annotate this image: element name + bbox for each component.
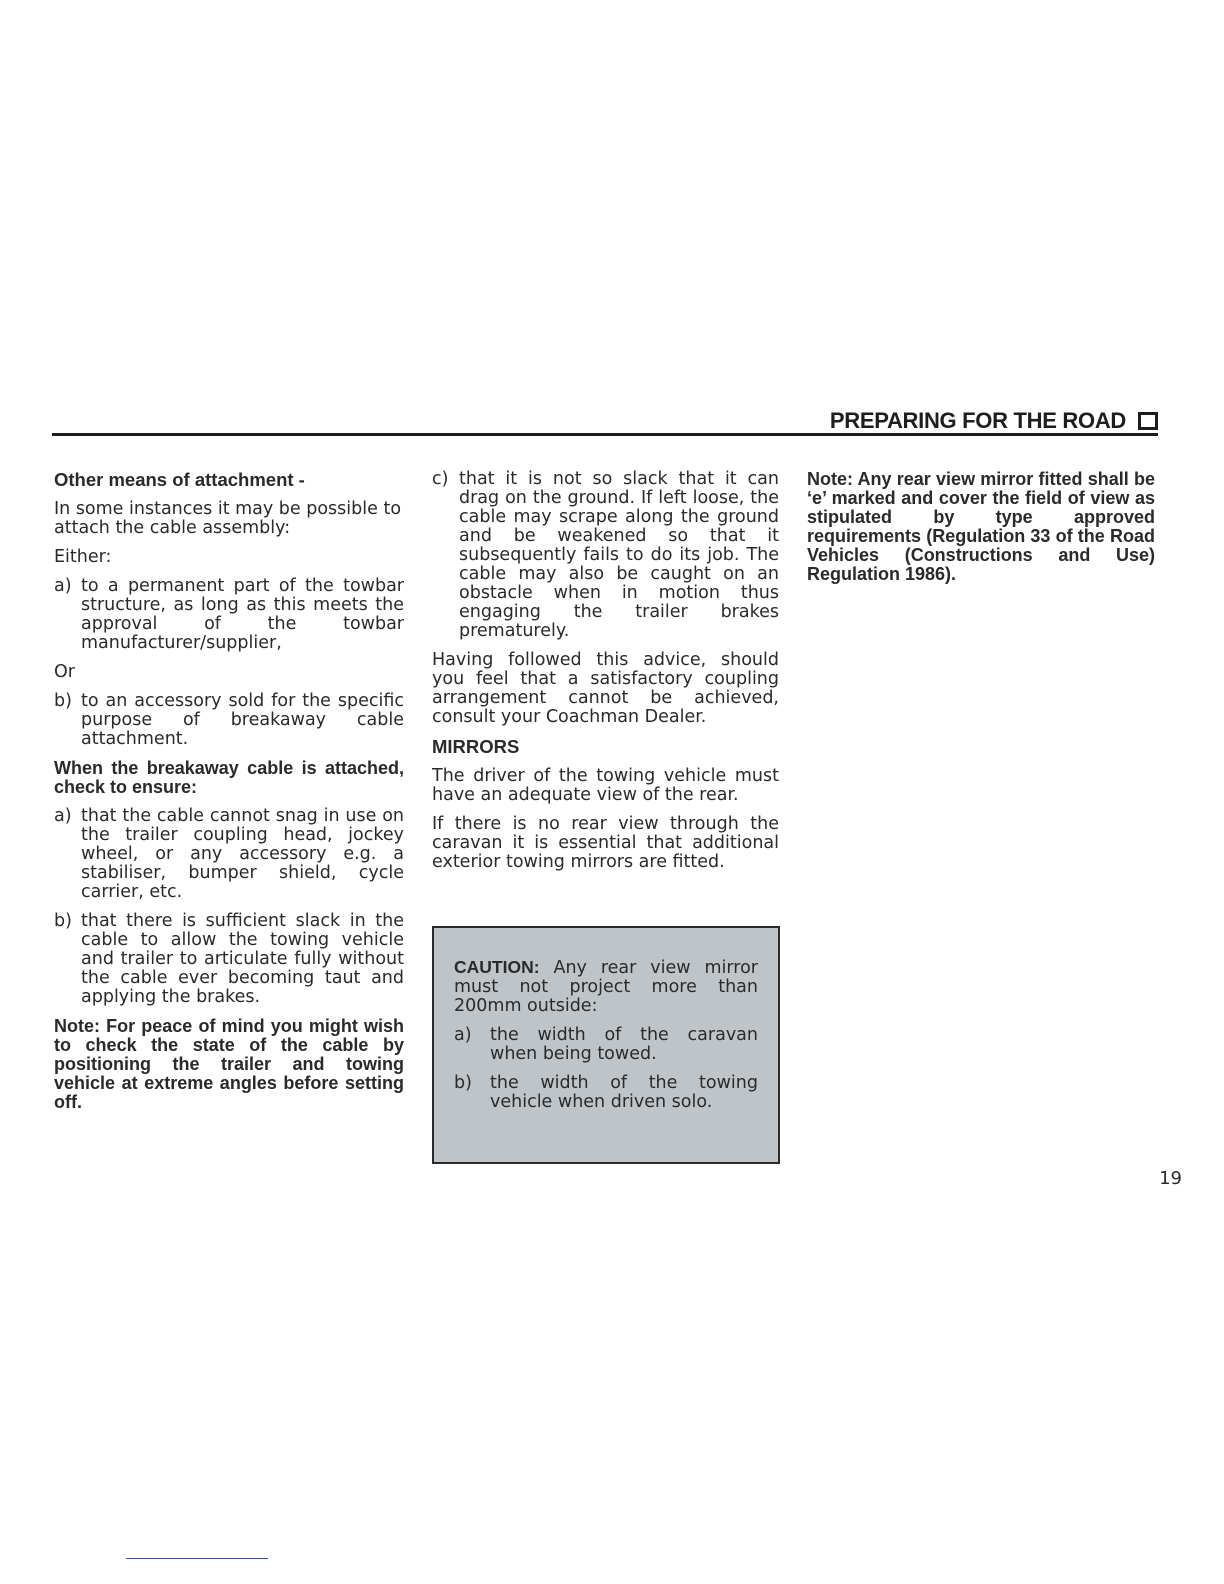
check-c-marker: c) <box>432 469 449 489</box>
caution-item-b-text: the width of the towing vehicle when driven solo. <box>490 1073 758 1112</box>
mirrors-heading: MIRRORS <box>432 736 520 757</box>
check-b-item <box>54 912 404 1007</box>
check-a-text: that the cable cannot snag in use on the trailer coupling head, jockey wheel, or any accessory e.g. a stabiliser, bumper shield, cycle carrier, etc. <box>81 806 404 902</box>
check-c-text: that it is not so slack that it can drag on the ground. If left loose, the cable may scrape along the ground and be weakened so that it subsequently fails to do its job. The cable may also be caught on an obstacle when in motion thus engaging the trailer brakes prematurely. <box>459 469 779 641</box>
cable-note: Note: For peace of mind you might wish to check the state of the cable by positioning the trailer and towing vehicle at extreme angles before setting off. <box>54 1016 404 1112</box>
section-marker-box-icon <box>1138 412 1158 430</box>
caution-item-a-text: the width of the caravan when being towed. <box>490 1025 758 1064</box>
check-a-item <box>54 807 404 902</box>
advice-paragraph: Having followed this advice, should you feel that a satisfactory coupling arrangement cannot be achieved, consult your Coachman Dealer. <box>432 650 779 727</box>
section-title: PREPARING FOR THE ROAD <box>829 408 1126 433</box>
other-attachment-heading: Other means of attachment - <box>54 469 305 490</box>
check-b-marker: b) <box>54 911 72 931</box>
check-c-item <box>432 470 779 641</box>
mirrors-paragraph-1: The driver of the towing vehicle must have an adequate view of the rear. <box>432 766 779 805</box>
caution-item-b-marker: b) <box>454 1073 472 1093</box>
column-right <box>807 470 1155 594</box>
page-number: 19 <box>1159 1168 1182 1189</box>
option-a-item <box>54 577 404 653</box>
check-heading: When the breakaway cable is attached, check to ensure: <box>54 758 404 797</box>
option-a-marker: a) <box>54 576 72 596</box>
column-middle <box>432 470 779 882</box>
intro-paragraph: In some instances it may be possible to attach the cable assembly: <box>54 499 402 538</box>
column-left <box>54 470 404 1122</box>
option-b-text: to an accessory sold for the specific purpose of breakaway cable attachment. <box>81 691 404 749</box>
check-a-marker: a) <box>54 806 72 826</box>
option-b-item <box>54 692 404 749</box>
either-label: Either: <box>54 547 112 567</box>
section-header <box>830 408 1158 434</box>
header-rule <box>52 433 1158 436</box>
or-label: Or <box>54 662 75 682</box>
caution-box <box>432 926 780 1164</box>
caution-paragraph <box>454 958 758 1016</box>
option-a-text: to a permanent part of the towbar structure, as long as this meets the approval of the towbar manufacturer/supplier, <box>81 576 404 653</box>
caution-text: Any rear view mirror must not project more than 200mm outside: <box>454 958 758 1016</box>
check-b-text: that there is sufficient slack in the cable to allow the towing vehicle and trailer to articulate fully without the cable ever becoming taut and applying the brakes. <box>81 911 404 1007</box>
footer-link-underline <box>126 1558 268 1559</box>
caution-item-a-marker: a) <box>454 1025 472 1045</box>
caution-item-a <box>454 1026 758 1064</box>
caution-item-b <box>454 1074 758 1112</box>
mirror-note: Note: Any rear view mirror fitted shall be ‘e’ marked and cover the field of view as stipulated by type approved requirements (Regulation 33 of the Road Vehicles (Constructions and Use) Regulation 1986). <box>807 469 1155 584</box>
option-b-marker: b) <box>54 691 72 711</box>
mirrors-paragraph-2: If there is no rear view through the caravan it is essential that additional exterior towing mirrors are fitted. <box>432 814 779 872</box>
caution-label: CAUTION: <box>454 957 540 977</box>
